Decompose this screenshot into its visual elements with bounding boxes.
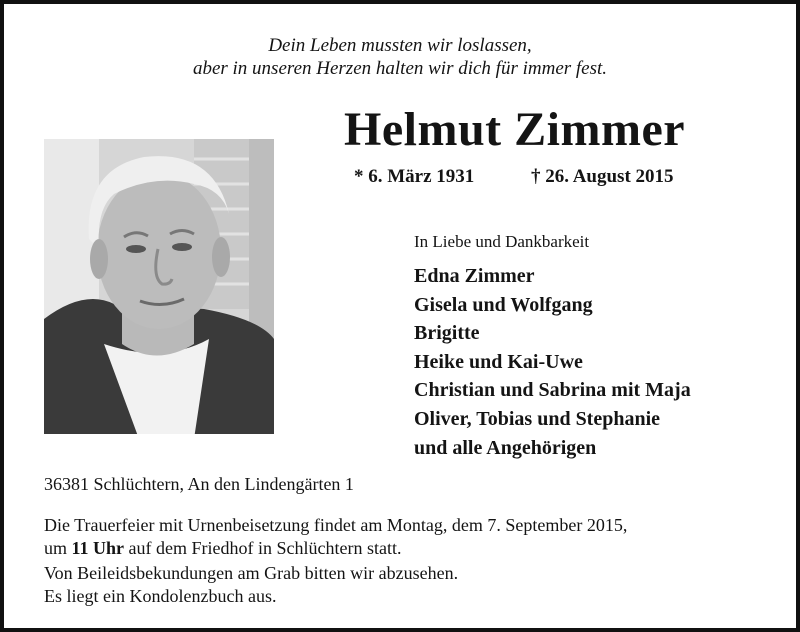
family-address: 36381 Schlüchtern, An den Lindengärten 1 — [44, 474, 354, 494]
verse — [4, 34, 796, 80]
funeral-line-2-suffix: auf dem Friedhof in Schlüchtern statt. — [124, 538, 402, 558]
birth-date: * 6. März 1931 — [354, 166, 475, 187]
funeral-line-2 — [44, 537, 744, 560]
funeral-time: 11 Uhr — [71, 538, 125, 558]
verse-line-2: aber in unseren Herzen halten wir dich für immer fest. — [192, 58, 608, 79]
family-member: und alle Angehörigen — [414, 436, 597, 459]
family-member: Gisela und Wolfgang — [414, 293, 593, 316]
family-member: Heike und Kai-Uwe — [414, 350, 583, 373]
portrait-illustration — [44, 139, 274, 434]
deceased-name: Helmut Zimmer — [344, 103, 686, 156]
family-list — [414, 262, 691, 462]
family-member: Edna Zimmer — [414, 265, 535, 287]
family-member: Christian und Sabrina mit Maja — [414, 379, 691, 402]
funeral-line-2-prefix: um — [44, 538, 72, 558]
death-date: † 26. August 2015 — [531, 166, 674, 187]
funeral-notice — [44, 514, 744, 560]
verse-line-1: Dein Leben mussten wir loslassen, — [268, 35, 532, 56]
funeral-line-1: Die Trauerfeier mit Urnenbeisetzung findet am Montag, dem 7. September 2015, — [44, 515, 628, 535]
family-intro: In Liebe und Dankbarkeit — [414, 232, 590, 251]
family-member: Brigitte — [414, 322, 480, 345]
condolence-notice — [44, 562, 744, 608]
family-member: Oliver, Tobias und Stephanie — [414, 407, 661, 430]
condolence-line-2: Es liegt ein Kondolenzbuch aus. — [44, 586, 277, 606]
condolence-line-1: Von Beileidsbekundungen am Grab bitten wir abzusehen. — [44, 563, 459, 583]
portrait-photo — [44, 139, 274, 434]
